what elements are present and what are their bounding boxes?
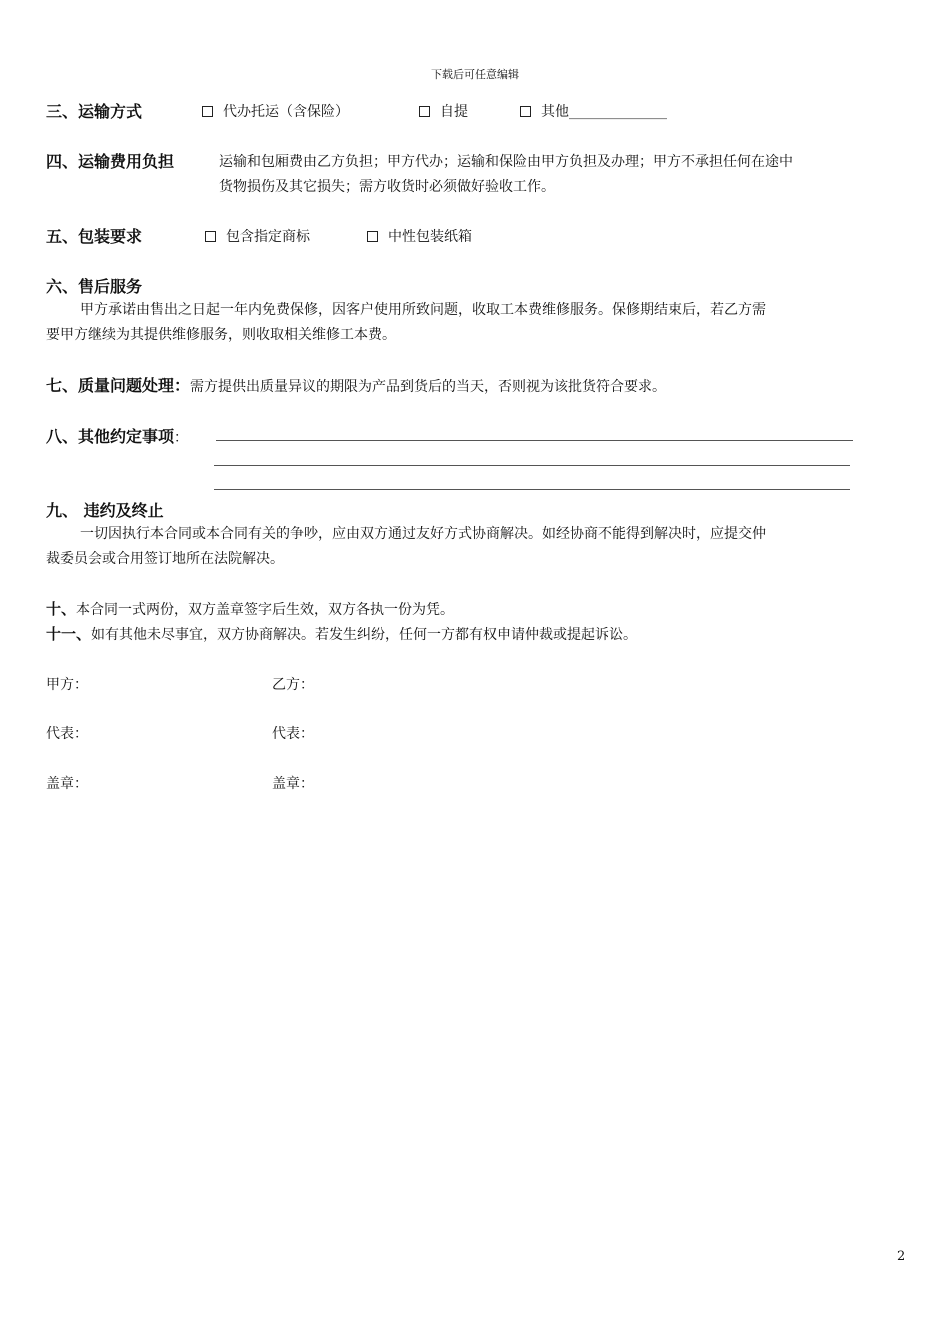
checkbox-icon[interactable] [419, 106, 430, 117]
section-6-text-line-2: 要甲方继续为其提供维修服务，则收取相关维修工本费。 [46, 327, 396, 343]
checkbox-icon[interactable] [520, 106, 531, 117]
option-label: 中性包装纸箱 [388, 229, 472, 245]
other-terms-line-3[interactable] [214, 489, 850, 490]
option-label: 包含指定商标 [226, 229, 310, 245]
party-b-label: 乙方： [272, 677, 314, 693]
option-other[interactable] [520, 101, 667, 121]
other-blank[interactable]: ______________ [569, 104, 667, 120]
option-consigned-shipping[interactable] [202, 101, 349, 121]
section-10-row [46, 598, 454, 619]
option-neutral-carton[interactable] [367, 226, 472, 246]
section-10-text: 本合同一式两份，双方盖章签字后生效，双方各执一份为凭。 [76, 602, 455, 618]
seal-b-label: 盖章： [272, 776, 314, 792]
other-terms-line-2[interactable] [214, 465, 850, 466]
section-8-row [46, 424, 188, 447]
checkbox-icon[interactable] [202, 106, 213, 117]
section-6-title: 六、售后服务 [46, 277, 143, 296]
section-9-text-line-2: 裁委员会或合用签订地所在法院解决。 [46, 551, 284, 567]
other-terms-line-1[interactable] [216, 440, 853, 441]
option-brand-logo[interactable] [205, 226, 310, 246]
section-4-text-line-1: 运输和包厢费由乙方负担；甲方代办；运输和保险由甲方负担及办理；甲方不承担任何在途中 [219, 154, 793, 170]
section-7-title: 七、质量问题处理： [46, 376, 191, 395]
party-a-label: 甲方： [46, 677, 88, 693]
representative-b-label: 代表： [272, 726, 314, 742]
section-9-title: 九、 违约及终止 [46, 501, 164, 520]
section-11-num: 十一、 [46, 625, 92, 643]
section-8-title: 八、其他约定事项 [46, 427, 175, 446]
checkbox-icon[interactable] [367, 231, 378, 242]
section-7-row [46, 373, 666, 396]
option-label: 自提 [440, 104, 468, 120]
option-self-pickup[interactable] [419, 101, 468, 121]
checkbox-icon[interactable] [205, 231, 216, 242]
section-8-colon: ： [174, 430, 189, 446]
option-label: 代办托运（含保险） [223, 104, 349, 120]
section-4-title: 四、运输费用负担 [46, 152, 175, 171]
representative-a-label: 代表： [46, 726, 88, 742]
section-3-title: 三、运输方式 [46, 102, 143, 121]
section-10-num: 十、 [46, 600, 77, 618]
seal-a-label: 盖章： [46, 776, 88, 792]
section-5-title: 五、包装要求 [46, 227, 143, 246]
section-11-row [46, 623, 637, 644]
page-number: 2 [897, 1249, 906, 1264]
section-7-text: 需方提供出质量异议的期限为产品到货后的当天，否则视为该批货符合要求。 [190, 379, 667, 395]
section-6-text-line-1: 甲方承诺由售出之日起一年内免费保修，因客户使用所致问题，收取工本费维修服务。保修期结束后，若乙方需 [80, 302, 766, 318]
page-header: 下载后可任意编辑 [431, 68, 519, 81]
option-label: 其他 [541, 104, 569, 120]
section-9-text-line-1: 一切因执行本合同或本合同有关的争吵，应由双方通过友好方式协商解决。如经协商不能得到解决时，应提交仲 [80, 526, 766, 542]
section-4-text-line-2: 货物损伤及其它损失；需方收货时必须做好验收工作。 [219, 179, 555, 195]
section-11-text: 如有其他未尽事宜，双方协商解决。若发生纠纷，任何一方都有权申请仲裁或提起诉讼。 [91, 627, 638, 643]
